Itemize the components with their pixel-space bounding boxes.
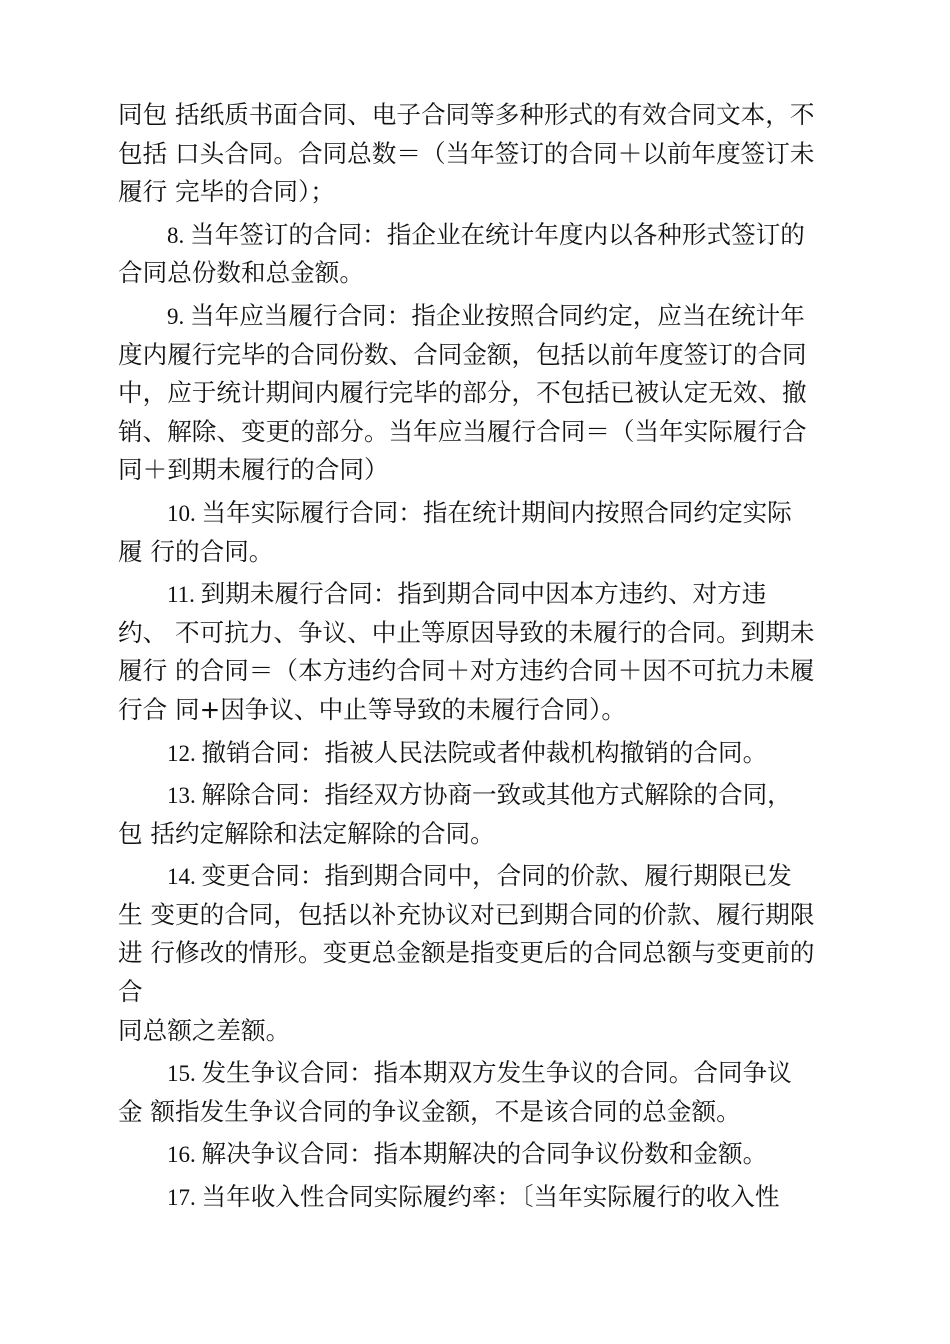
text-line bbox=[118, 1093, 846, 1132]
text-line bbox=[118, 857, 846, 896]
line-text: 包 括约定解除和法定解除的合同。 bbox=[118, 818, 495, 848]
item-number: 13. bbox=[167, 783, 202, 809]
text-line bbox=[118, 254, 846, 293]
text-line bbox=[118, 336, 846, 375]
item-number: 15. bbox=[167, 1061, 202, 1087]
line-text: 同包 括纸质书面合同、电子合同等多种形式的有效合同文本，不 bbox=[118, 100, 815, 129]
text-line bbox=[118, 691, 846, 730]
line-text: 度内履行完毕的合同份数、合同金额，包括以前年度签订的合同 bbox=[118, 339, 807, 369]
line-text: 同＋到期未履行的合同） bbox=[118, 455, 389, 485]
line-text: 履行 的合同＝（本方违约合同＋对方违约合同＋因不可抗力未履 bbox=[118, 656, 815, 686]
line-text: 发生争议合同：指本期双方发生争议的合同。合同争议 bbox=[201, 1058, 792, 1088]
text-line bbox=[118, 973, 846, 1012]
text-line bbox=[118, 575, 846, 614]
text-line bbox=[118, 533, 846, 572]
text-line bbox=[118, 1135, 846, 1174]
text-line bbox=[118, 815, 846, 854]
item-number: 14. bbox=[167, 864, 202, 890]
line-text: 合同总份数和总金额。 bbox=[118, 258, 364, 288]
line-text: 金 额指发生争议合同的争议金额，不是该合同的总金额。 bbox=[118, 1096, 741, 1126]
text-line bbox=[118, 413, 846, 452]
line-text: 约、 不可抗力、争议、中止等原因导致的未履行的合同。到期未 bbox=[118, 617, 815, 647]
text-line bbox=[118, 614, 846, 653]
line-text: 到期未履行合同：指到期合同中因本方违约、对方违 bbox=[200, 579, 767, 609]
text-line bbox=[118, 494, 846, 533]
text-line bbox=[118, 216, 846, 255]
text-line bbox=[118, 451, 846, 490]
text-line bbox=[118, 1012, 846, 1051]
text-line bbox=[118, 934, 846, 973]
line-text: 进 行修改的情形。变更总金额是指变更后的合同总额与变更前的 bbox=[118, 938, 815, 968]
line-text: 解除合同：指经双方协商一致或其他方式解除的合同， bbox=[201, 780, 792, 810]
text-line bbox=[118, 896, 846, 935]
line-text: 当年应当履行合同：指企业按照合同约定，应当在统计年 bbox=[190, 300, 805, 330]
line-text: 当年实际履行合同：指在统计期间内按照合同约定实际 bbox=[201, 497, 792, 527]
line-text: 中，应于统计期间内履行完毕的部分，不包括已被认定无效、撤 bbox=[118, 378, 807, 408]
text-line bbox=[118, 1054, 846, 1093]
line-text: 销、解除、变更的部分。当年应当履行合同＝（当年实际履行合 bbox=[118, 416, 807, 446]
line-text: 生 变更的合同，包括以补充协议对已到期合同的价款、履行期限 bbox=[118, 899, 815, 929]
line-text: 解决争议合同：指本期解决的合同争议份数和金额。 bbox=[201, 1139, 768, 1169]
item-number: 8. bbox=[167, 222, 190, 248]
document-page bbox=[118, 96, 846, 1217]
item-number: 16. bbox=[167, 1142, 202, 1168]
line-text: 包括 口头合同。合同总数＝（当年签订的合同＋以前年度签订未 bbox=[118, 138, 815, 168]
text-line bbox=[118, 374, 846, 413]
item-number: 12. bbox=[167, 740, 202, 766]
text-line bbox=[118, 173, 846, 212]
line-text: 撤销合同：指被人民法院或者仲裁机构撤销的合同。 bbox=[201, 737, 768, 767]
line-text: 合 bbox=[118, 977, 143, 1007]
line-text: 履 行的合同。 bbox=[118, 536, 274, 566]
text-line bbox=[118, 776, 846, 815]
line-text: 当年收入性合同实际履约率：〔当年实际履行的收入性 bbox=[201, 1182, 780, 1212]
item-number: 9. bbox=[167, 303, 190, 329]
text-line bbox=[118, 297, 846, 336]
text-line bbox=[118, 96, 846, 135]
item-number: 10. bbox=[167, 500, 202, 526]
line-text: 履行 完毕的合同）； bbox=[118, 177, 335, 207]
text-line bbox=[118, 652, 846, 691]
text-line bbox=[118, 734, 846, 773]
line-text: 当年签订的合同：指企业在统计年度内以各种形式签订的 bbox=[190, 219, 805, 249]
line-text: 同总额之差额。 bbox=[118, 1015, 291, 1045]
text-line bbox=[118, 1178, 846, 1217]
line-text: 变更合同：指到期合同中，合同的价款、履行期限已发 bbox=[201, 861, 792, 891]
line-text: 行合 同+因争议、中止等导致的未履行合同）。 bbox=[118, 694, 627, 724]
item-number: 11. bbox=[167, 582, 201, 608]
text-line bbox=[118, 135, 846, 174]
item-number: 17. bbox=[167, 1185, 202, 1211]
